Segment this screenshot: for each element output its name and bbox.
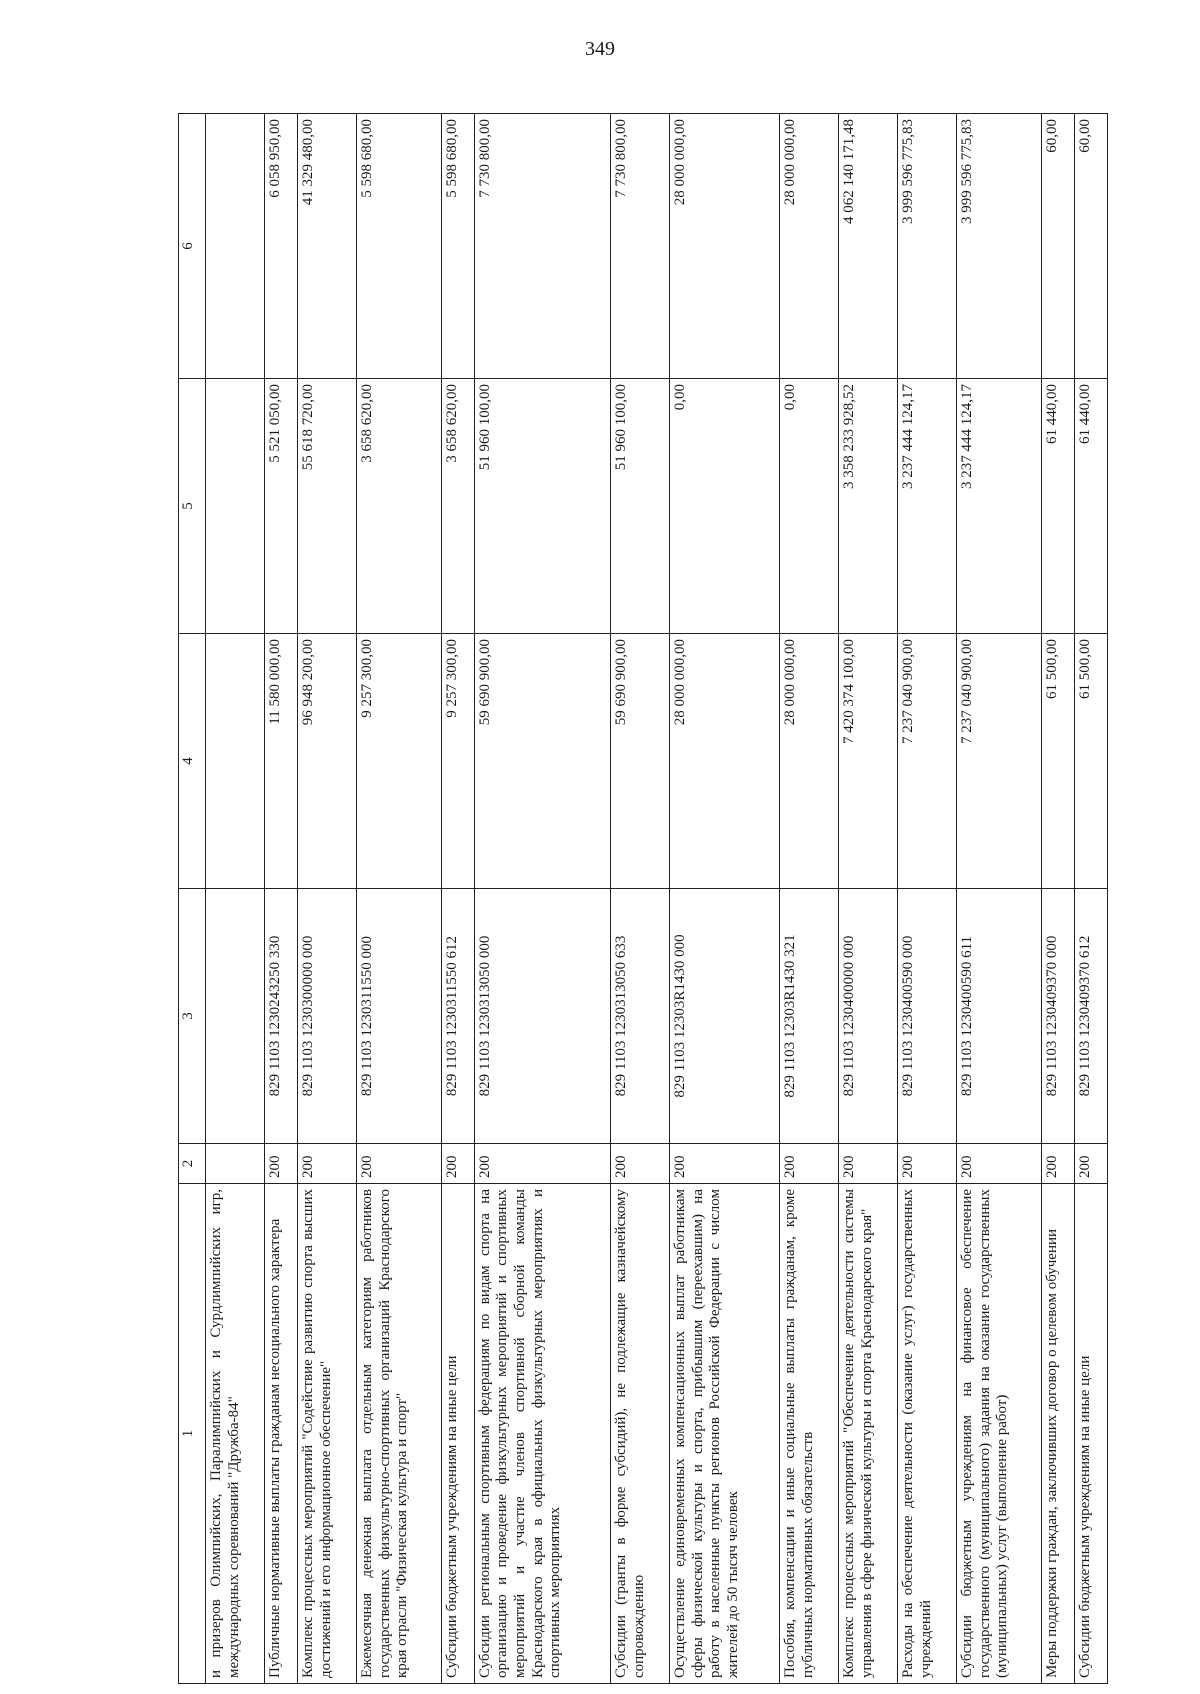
row-col2 [206,1144,265,1184]
row-value-6: 60,00 [1041,114,1074,379]
table-row [669,114,780,1684]
row-value-6: 60,00 [1074,114,1107,379]
row-col2: 200 [1041,1144,1074,1184]
table-row [297,114,356,1684]
table-row [610,114,669,1684]
row-name: Ежемесячная денежная выплата отдельным категориям работников государственных физкультурно-спортивных организаций Краснодарского края отрасли "Физическая культура и спорт" [356,1184,441,1684]
row-col2: 200 [356,1144,441,1184]
row-value-6: 3 999 596 775,83 [957,114,1042,379]
header-cell: 4 [179,634,206,889]
row-value-6: 3 999 596 775,83 [898,114,957,379]
header-cell: 3 [179,889,206,1144]
row-value-4: 59 690 900,00 [474,634,610,889]
header-row [179,114,206,1684]
row-value-4: 61 500,00 [1074,634,1107,889]
row-value-5: 51 960 100,00 [610,379,669,634]
table-row [264,114,297,1684]
row-code: 829 1103 1230311550 612 [441,889,474,1144]
row-value-6: 41 329 480,00 [297,114,356,379]
row-value-5 [206,379,265,634]
row-value-5: 61 440,00 [1074,379,1107,634]
row-code: 829 1103 1230400000 000 [839,889,898,1144]
row-name: Меры поддержки граждан, заключивших договор о целевом обучении [1041,1184,1074,1684]
row-code: 829 1103 1230313050 000 [474,889,610,1144]
table-row [957,114,1042,1684]
header-cell: 6 [179,114,206,379]
row-value-4: 7 237 040 900,00 [898,634,957,889]
row-value-5: 61 440,00 [1041,379,1074,634]
row-name: Расходы на обеспечение деятельности (оказание услуг) государственных учреждений [898,1184,957,1684]
row-value-6: 28 000 000,00 [669,114,780,379]
row-value-5: 55 618 720,00 [297,379,356,634]
row-value-5: 3 658 620,00 [441,379,474,634]
row-value-5: 3 237 444 124,17 [957,379,1042,634]
table-row [1074,114,1107,1684]
row-value-4 [206,634,265,889]
row-name: Комплекс процессных мероприятий "Обеспечение деятельности системы управления в сфере физической культуры и спорта Краснодарского края" [839,1184,898,1684]
table-row [474,114,610,1684]
row-value-4: 11 580 000,00 [264,634,297,889]
row-code: 829 1103 1230400590 000 [898,889,957,1144]
table-row [780,114,839,1684]
row-col2: 200 [1074,1144,1107,1184]
row-value-6: 7 730 800,00 [610,114,669,379]
row-name: и призеров Олимпийских, Паралимпийских и Сурдлимпийских игр, международных соревнований "Дружба-84" [206,1184,265,1684]
row-code: 829 1103 12303R1430 321 [780,889,839,1144]
rotated-table-container [178,114,1108,1684]
row-value-6: 7 730 800,00 [474,114,610,379]
row-name: Субсидии региональным спортивным федерациям по видам спорта на организацию и проведение физкультурных мероприятий и спортивных мероприятий и участие членов спортивной сборной команды Краснодарского края в официальных физкультурных мероприятиях и спортивных мероприятиях [474,1184,610,1684]
row-code [206,889,265,1144]
header-cell: 2 [179,1144,206,1184]
table-row [898,114,957,1684]
budget-table [178,113,1108,1684]
row-value-5: 3 658 620,00 [356,379,441,634]
row-value-4: 9 257 300,00 [356,634,441,889]
row-value-5: 51 960 100,00 [474,379,610,634]
row-name: Публичные нормативные выплаты гражданам несоциального характера [264,1184,297,1684]
row-code: 829 1103 1230409370 000 [1041,889,1074,1144]
row-code: 829 1103 1230300000 000 [297,889,356,1144]
row-col2: 200 [474,1144,610,1184]
table-row [839,114,898,1684]
page-number: 349 [585,38,615,60]
row-col2: 200 [610,1144,669,1184]
row-name: Субсидии бюджетным учреждениям на финансовое обеспечение государственного (муниципального) задания на оказание государственных (муниципальных) услуг (выполнение работ) [957,1184,1042,1684]
row-col2: 200 [780,1144,839,1184]
row-name: Пособия, компенсации и иные социальные выплаты гражданам, кроме публичных нормативных обязательств [780,1184,839,1684]
row-value-6 [206,114,265,379]
row-col2: 200 [839,1144,898,1184]
row-col2: 200 [957,1144,1042,1184]
row-name: Субсидии бюджетным учреждениям на иные цели [1074,1184,1107,1684]
row-code: 829 1103 1230243250 330 [264,889,297,1144]
row-value-4: 28 000 000,00 [669,634,780,889]
row-value-5: 3 237 444 124,17 [898,379,957,634]
row-code: 829 1103 1230400590 611 [957,889,1042,1144]
row-value-4: 59 690 900,00 [610,634,669,889]
row-value-6: 5 598 680,00 [356,114,441,379]
row-value-6: 6 058 950,00 [264,114,297,379]
row-code: 829 1103 1230409370 612 [1074,889,1107,1144]
table-row [356,114,441,1684]
row-name: Субсидии бюджетным учреждениям на иные цели [441,1184,474,1684]
row-value-4: 61 500,00 [1041,634,1074,889]
row-value-4: 9 257 300,00 [441,634,474,889]
row-value-5: 0,00 [669,379,780,634]
row-value-6: 28 000 000,00 [780,114,839,379]
row-value-4: 96 948 200,00 [297,634,356,889]
row-value-6: 5 598 680,00 [441,114,474,379]
row-code: 829 1103 1230313050 633 [610,889,669,1144]
row-code: 829 1103 12303R1430 000 [669,889,780,1144]
row-name: Комплекс процессных мероприятий "Содействие развитию спорта высших достижений и его информационное обеспечение" [297,1184,356,1684]
row-value-5: 3 358 233 928,52 [839,379,898,634]
table-row [441,114,474,1684]
row-col2: 200 [264,1144,297,1184]
row-col2: 200 [441,1144,474,1184]
header-cell: 1 [179,1184,206,1684]
table-row [1041,114,1074,1684]
row-col2: 200 [898,1144,957,1184]
row-value-4: 7 420 374 100,00 [839,634,898,889]
row-name: Осуществление единовременных компенсационных выплат работникам сферы физической культуры и спорта, прибывшим (переехавшим) на работу в населенные пункты регионов Российской Федерации с числом жителей до 50 тысяч человек [669,1184,780,1684]
row-col2: 200 [669,1144,780,1184]
row-value-6: 4 062 140 171,48 [839,114,898,379]
table-row [206,114,265,1684]
row-col2: 200 [297,1144,356,1184]
header-cell: 5 [179,379,206,634]
row-name: Субсидии (гранты в форме субсидий), не подлежащие казначейскому сопровождению [610,1184,669,1684]
row-value-5: 5 521 050,00 [264,379,297,634]
row-value-5: 0,00 [780,379,839,634]
row-code: 829 1103 1230311550 000 [356,889,441,1144]
row-value-4: 7 237 040 900,00 [957,634,1042,889]
row-value-4: 28 000 000,00 [780,634,839,889]
